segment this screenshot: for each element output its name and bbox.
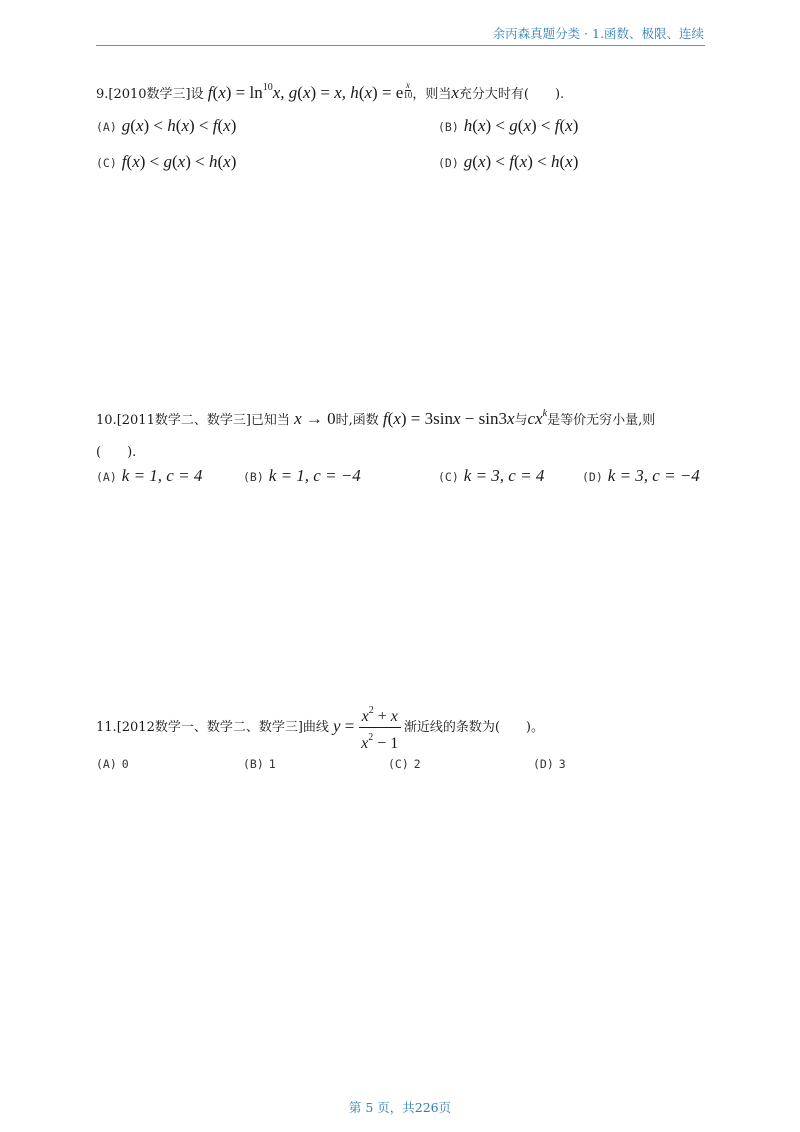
question-9-source: [2010数学三] [108,87,191,102]
question-11 [96,702,706,771]
question-11-option-c[interactable]: (C) 2 [388,757,421,771]
question-11-formula: y = $\frac{x^2 + x}{x^2 - 1}$ [333,702,401,753]
question-9-formula: $f(x) = \ln^{10}x$, g(x) = x, h(x) = e $\frac{x}{10}$ [207,80,413,102]
question-9-option-a[interactable]: (A) g(x) < h(x) < f(x) [96,116,237,135]
question-11-number: 11. [96,719,117,735]
question-10-formula: f(x) = 3sinx − sin3x [382,409,515,428]
question-10-stem: 10.[2011数学二、数学三]已知当 x → 0时,函数 f(x) = 3sinx − sin3x与$cx^k$是等价无穷小量,则 [96,408,656,428]
question-9 [96,78,706,171]
question-11-stem: 11. [2012数学一、数学二、数学三] 曲线 y = $\frac{x^2 + x}{x^2 - 1}$ 渐近线的条数为( )。 [96,702,706,753]
question-11-option-b[interactable]: (B) 1 [243,757,276,771]
question-10-option-d[interactable]: (D) k = 3, c = −4 [582,466,700,485]
question-10-option-c[interactable]: (C) k = 3, c = 4 [438,466,545,485]
header-divider [96,45,705,46]
question-9-option-c[interactable]: (C) f(x) < g(x) < h(x) [96,152,237,171]
question-10-option-b[interactable]: (B) k = 1, c = −4 [243,466,361,485]
question-9-stem: 9.[2010数学三]设 $f(x) = \ln^{10}x$, g(x) = x, h(x) = e $\frac{x}{10}$ ，则当x充分大时有( ). [96,80,565,102]
page-header-title: 余丙森真题分类 · 1.函数、极限、连续 [492,26,704,41]
page-footer: 第 5 页，共226页 [348,1100,452,1115]
question-11-option-d[interactable]: (D) 3 [533,757,566,771]
question-9-option-b[interactable]: (B) h(x) < g(x) < f(x) [438,116,579,135]
question-11-option-a[interactable]: (A) 0 [96,757,129,771]
question-9-option-d[interactable]: (D) g(x) < f(x) < h(x) [438,152,579,171]
question-11-source: [2012数学一、数学二、数学三] [116,719,303,735]
question-10-option-a[interactable]: (A) k = 1, c = 4 [96,466,203,485]
question-10-number: 10. [96,413,117,428]
question-10: 10.[2011数学二、数学三]已知当 x → 0时,函数 f(x) = 3sinx − sin3x与$cx^k$是等价无穷小量,则 ( ). (A) k = 1, c = 4 (B) k = 1, c = −4 (C) k = 3, c = 4 (D) k = 3, c = −4 [96,404,706,463]
question-10-source: [2011数学二、数学三] [116,413,251,428]
question-9-number: 9. [96,87,109,102]
